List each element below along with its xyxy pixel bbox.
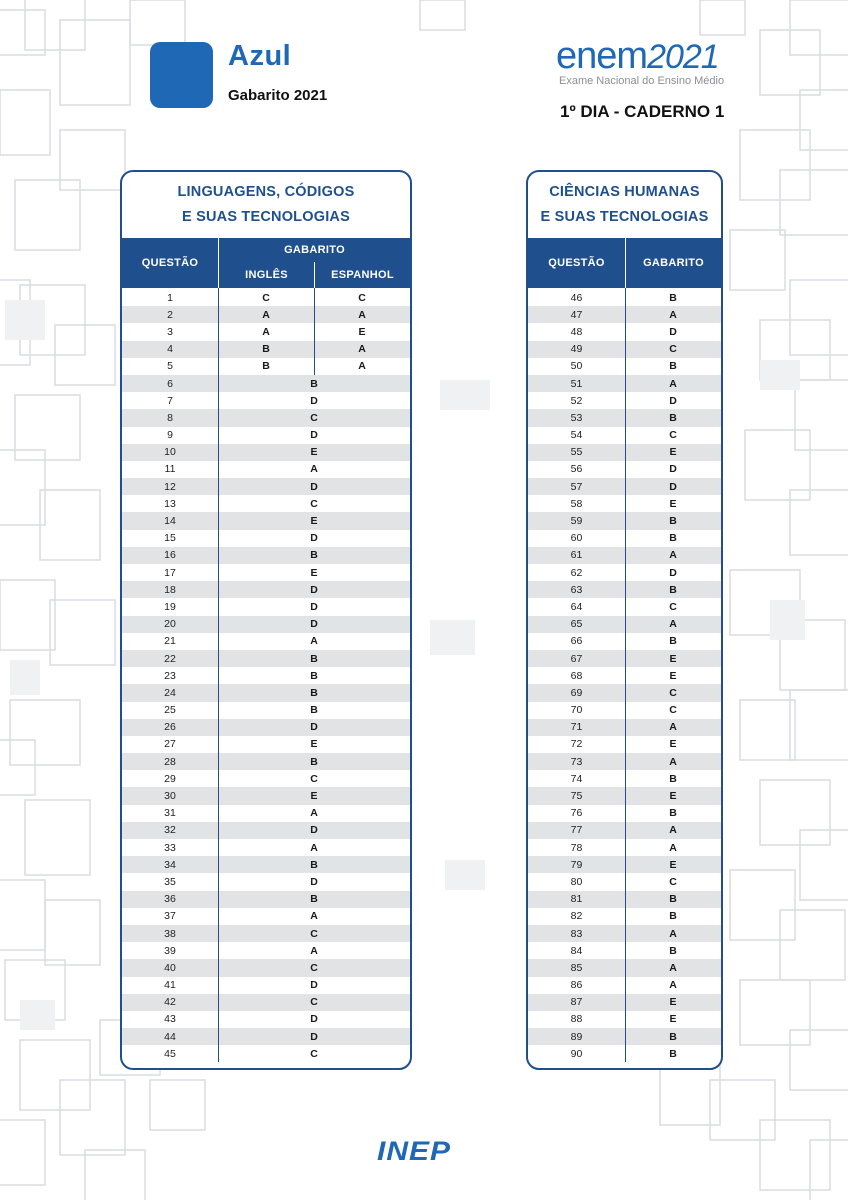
- col-ingles-header: INGLÊS: [245, 269, 288, 281]
- answer-ingles: A: [262, 308, 270, 321]
- question-number: 20: [164, 618, 176, 631]
- humanas-title: [528, 172, 721, 238]
- question-number: 66: [570, 635, 583, 648]
- col-questao-header: QUESTÃO: [141, 257, 199, 269]
- question-number: 60: [570, 532, 583, 545]
- answer: A: [310, 635, 318, 648]
- question-number: 57: [570, 480, 583, 493]
- answer: A: [669, 927, 677, 940]
- table-row: [122, 1045, 410, 1062]
- table-row: [122, 358, 410, 375]
- table-row: [122, 753, 410, 770]
- humanas-table-body: [528, 288, 721, 1062]
- answer: E: [669, 1013, 677, 1026]
- table-row: [122, 736, 410, 753]
- answer: B: [669, 291, 677, 304]
- answer: E: [310, 566, 318, 579]
- question-number: 7: [167, 394, 173, 407]
- humanas-answer-card: [526, 170, 723, 1070]
- answer: A: [669, 824, 677, 837]
- question-number: 9: [167, 429, 173, 442]
- table-row: [122, 925, 410, 942]
- answer: E: [669, 497, 677, 510]
- answer: D: [669, 566, 677, 579]
- answer: D: [310, 721, 318, 734]
- question-number: 37: [164, 910, 176, 923]
- table-row: [122, 409, 410, 426]
- answer: D: [669, 463, 677, 476]
- question-number: 15: [164, 532, 176, 545]
- table-row: [122, 977, 410, 994]
- question-number: 26: [164, 721, 176, 734]
- question-number: 3: [167, 325, 173, 338]
- table-row: [122, 461, 410, 478]
- answer: B: [669, 411, 677, 424]
- question-number: 63: [570, 583, 583, 596]
- answer-espanhol: A: [358, 360, 366, 373]
- question-number: 64: [570, 600, 583, 613]
- answer: B: [310, 704, 318, 717]
- brand-word: enem: [556, 35, 648, 77]
- question-number: 58: [570, 497, 583, 510]
- answer: A: [310, 910, 318, 923]
- question-number: 87: [570, 996, 583, 1009]
- table-row: [122, 822, 410, 839]
- table-row: [122, 702, 410, 719]
- question-number: 48: [570, 325, 583, 338]
- table-row: [122, 719, 410, 736]
- answer: C: [669, 429, 677, 442]
- table-row: [122, 873, 410, 890]
- question-number: 36: [164, 893, 176, 906]
- day-separator: -: [609, 102, 625, 121]
- answer: A: [310, 944, 318, 957]
- question-number: 29: [164, 772, 176, 785]
- linguagens-answer-card: [120, 170, 412, 1070]
- answer: B: [669, 772, 677, 785]
- answer: A: [669, 618, 677, 631]
- table-row: [122, 891, 410, 908]
- answer-espanhol: A: [358, 343, 366, 356]
- enem-logo: [556, 36, 756, 87]
- question-number: 72: [570, 738, 583, 751]
- answer: B: [310, 686, 318, 699]
- question-number: 43: [164, 1013, 176, 1026]
- humanas-title-line1: CIÊNCIAS HUMANAS: [549, 184, 700, 200]
- day-caderno-label: [560, 102, 724, 122]
- answer: A: [310, 463, 318, 476]
- answer-espanhol: A: [358, 308, 366, 321]
- question-number: 19: [164, 600, 176, 613]
- header-divider: [218, 238, 219, 288]
- answer: A: [669, 308, 677, 321]
- answer: D: [310, 429, 318, 442]
- answer: B: [669, 635, 677, 648]
- answer: B: [669, 532, 677, 545]
- answer: E: [669, 858, 677, 871]
- brand-year: 2021: [647, 38, 719, 76]
- question-number: 41: [164, 979, 176, 992]
- humanas-title-line2: E SUAS TECNOLOGIAS: [540, 209, 709, 225]
- table-row: [122, 1011, 410, 1028]
- inep-logo: INEP: [377, 1136, 452, 1167]
- answer-ingles: A: [262, 325, 270, 338]
- answer: C: [310, 772, 318, 785]
- table-row: [122, 856, 410, 873]
- question-number: 71: [570, 721, 583, 734]
- question-number: 76: [570, 807, 583, 820]
- answer: B: [669, 1047, 677, 1060]
- answer: C: [310, 927, 318, 940]
- table-row: [122, 323, 410, 340]
- question-number: 69: [570, 686, 583, 699]
- question-number: 78: [570, 841, 583, 854]
- question-number: 28: [164, 755, 176, 768]
- table-row: [122, 478, 410, 495]
- answer: A: [310, 841, 318, 854]
- table-row: [122, 959, 410, 976]
- question-number: 88: [570, 1013, 583, 1026]
- question-number: 33: [164, 841, 176, 854]
- question-number: 74: [570, 772, 583, 785]
- answer: D: [669, 325, 677, 338]
- question-number: 49: [570, 343, 583, 356]
- question-number: 30: [164, 790, 176, 803]
- question-number: 54: [570, 429, 583, 442]
- question-number: 67: [570, 652, 583, 665]
- answer: C: [310, 411, 318, 424]
- question-number: 62: [570, 566, 583, 579]
- question-number: 55: [570, 446, 583, 459]
- table-row: [122, 547, 410, 564]
- question-number: 73: [570, 755, 583, 768]
- answer: B: [669, 807, 677, 820]
- header-divider: [314, 262, 315, 288]
- table-row: [122, 512, 410, 529]
- table-row: [122, 684, 410, 701]
- answer: E: [669, 738, 677, 751]
- col-gabarito-header: GABARITO: [643, 257, 704, 269]
- question-number: 14: [164, 515, 176, 528]
- table-row: [122, 444, 410, 461]
- question-number: 44: [164, 1030, 176, 1043]
- col-gabarito-header: GABARITO: [284, 244, 345, 256]
- answer: B: [669, 944, 677, 957]
- question-number: 38: [164, 927, 176, 940]
- question-number: 17: [164, 566, 176, 579]
- answer: B: [310, 858, 318, 871]
- table-row: [122, 306, 410, 323]
- question-number: 11: [164, 463, 176, 476]
- question-number: 8: [167, 411, 173, 424]
- table-row: [122, 598, 410, 615]
- table-row: [122, 908, 410, 925]
- answer: E: [310, 446, 318, 459]
- question-number: 22: [164, 652, 176, 665]
- question-number: 16: [164, 549, 176, 562]
- question-number: 2: [167, 308, 173, 321]
- table-row: [122, 942, 410, 959]
- question-number: 52: [570, 394, 583, 407]
- color-name: Azul: [228, 40, 292, 72]
- column-divider: [218, 288, 219, 1062]
- linguagens-table-body: [122, 288, 410, 1062]
- answer: D: [310, 583, 318, 596]
- question-number: 65: [570, 618, 583, 631]
- question-number: 50: [570, 360, 583, 373]
- table-row: [122, 392, 410, 409]
- answer: A: [669, 979, 677, 992]
- question-number: 6: [167, 377, 173, 390]
- humanas-table-header: [528, 238, 721, 288]
- answer: B: [669, 515, 677, 528]
- answer: B: [669, 910, 677, 923]
- column-divider: [314, 288, 315, 375]
- question-number: 59: [570, 515, 583, 528]
- answer: B: [669, 1030, 677, 1043]
- table-row: [122, 650, 410, 667]
- question-number: 82: [570, 910, 583, 923]
- question-number: 32: [164, 824, 176, 837]
- answer: B: [669, 360, 677, 373]
- question-number: 12: [164, 480, 176, 493]
- answer: B: [310, 549, 318, 562]
- answer: A: [669, 377, 677, 390]
- answer: A: [669, 721, 677, 734]
- day-label: 1º DIA: [560, 102, 610, 121]
- answer: B: [310, 669, 318, 682]
- answer: E: [669, 652, 677, 665]
- answer: C: [310, 961, 318, 974]
- question-number: 84: [570, 944, 583, 957]
- answer: D: [310, 618, 318, 631]
- table-row: [122, 616, 410, 633]
- table-row: [122, 581, 410, 598]
- question-number: 5: [167, 360, 173, 373]
- question-number: 45: [164, 1047, 176, 1060]
- answer: D: [310, 532, 318, 545]
- answer: C: [669, 704, 677, 717]
- answer: C: [669, 600, 677, 613]
- table-row: [122, 375, 410, 392]
- question-number: 75: [570, 790, 583, 803]
- question-number: 1: [167, 291, 173, 304]
- question-number: 35: [164, 875, 176, 888]
- answer: C: [310, 497, 318, 510]
- answer: B: [669, 583, 677, 596]
- answer: A: [669, 549, 677, 562]
- question-number: 51: [570, 377, 583, 390]
- answer: A: [669, 841, 677, 854]
- question-number: 79: [570, 858, 583, 871]
- table-row: [122, 805, 410, 822]
- linguagens-title-line2: E SUAS TECNOLOGIAS: [182, 209, 350, 225]
- question-number: 24: [164, 686, 176, 699]
- question-number: 31: [164, 807, 176, 820]
- answer: D: [669, 480, 677, 493]
- question-number: 13: [164, 497, 176, 510]
- answer-espanhol: E: [358, 325, 366, 338]
- table-row: [122, 994, 410, 1011]
- answer: C: [669, 875, 677, 888]
- table-row: [122, 1028, 410, 1045]
- answer: D: [310, 480, 318, 493]
- table-row: [122, 530, 410, 547]
- answer: E: [669, 669, 677, 682]
- linguagens-title: [122, 172, 410, 238]
- question-number: 10: [164, 446, 176, 459]
- question-number: 53: [570, 411, 583, 424]
- table-row: [122, 427, 410, 444]
- header-divider: [625, 238, 626, 288]
- question-number: 47: [570, 308, 583, 321]
- caderno-label: CADERNO 1: [624, 102, 725, 121]
- answer: A: [669, 755, 677, 768]
- answer-ingles: C: [262, 291, 270, 304]
- table-row: [122, 787, 410, 804]
- answer: E: [310, 790, 318, 803]
- question-number: 39: [164, 944, 176, 957]
- answer: A: [669, 961, 677, 974]
- table-row: [122, 770, 410, 787]
- question-number: 81: [570, 893, 583, 906]
- question-number: 18: [164, 583, 176, 596]
- table-row: [122, 289, 410, 306]
- question-number: 68: [570, 669, 583, 682]
- answer: C: [669, 343, 677, 356]
- col-questao-header: QUESTÃO: [548, 257, 605, 269]
- table-row: [122, 564, 410, 581]
- question-number: 80: [570, 875, 583, 888]
- answer: D: [310, 1013, 318, 1026]
- gabarito-year: Gabarito 2021: [228, 87, 328, 104]
- answer: D: [310, 1030, 318, 1043]
- question-number: 77: [570, 824, 583, 837]
- brand-subtitle: Exame Nacional do Ensino Médio: [559, 75, 725, 87]
- answer: D: [310, 600, 318, 613]
- answer: C: [310, 1047, 318, 1060]
- question-number: 34: [164, 858, 176, 871]
- answer: E: [310, 515, 318, 528]
- answer: E: [669, 996, 677, 1009]
- answer: D: [310, 824, 318, 837]
- answer: B: [310, 755, 318, 768]
- answer: A: [310, 807, 318, 820]
- answer-espanhol: C: [358, 291, 366, 304]
- answer: D: [669, 394, 677, 407]
- answer-ingles: B: [262, 360, 270, 373]
- question-number: 83: [570, 927, 583, 940]
- question-number: 25: [164, 704, 176, 717]
- col-espanhol-header: ESPANHOL: [331, 269, 394, 281]
- answer: E: [669, 790, 677, 803]
- question-number: 70: [570, 704, 583, 717]
- linguagens-table-header: [122, 238, 410, 288]
- answer-ingles: B: [262, 343, 270, 356]
- question-number: 40: [164, 961, 176, 974]
- answer: B: [310, 377, 318, 390]
- table-row: [122, 341, 410, 358]
- table-row: [122, 495, 410, 512]
- question-number: 90: [570, 1047, 583, 1060]
- table-row: [122, 667, 410, 684]
- answer: C: [669, 686, 677, 699]
- answer: D: [310, 875, 318, 888]
- answer: B: [310, 652, 318, 665]
- answer: B: [310, 893, 318, 906]
- question-number: 86: [570, 979, 583, 992]
- question-number: 21: [164, 635, 176, 648]
- answer: D: [310, 979, 318, 992]
- answer: B: [669, 893, 677, 906]
- linguagens-title-line1: LINGUAGENS, CÓDIGOS: [177, 184, 355, 200]
- question-number: 4: [167, 343, 173, 356]
- column-divider: [625, 288, 626, 1062]
- question-number: 61: [570, 549, 583, 562]
- color-swatch: [150, 42, 213, 108]
- answer: E: [669, 446, 677, 459]
- table-row: [122, 839, 410, 856]
- question-number: 46: [570, 291, 583, 304]
- answer: D: [310, 394, 318, 407]
- table-row: [122, 633, 410, 650]
- question-number: 23: [164, 669, 176, 682]
- question-number: 27: [164, 738, 176, 751]
- question-number: 56: [570, 463, 583, 476]
- question-number: 85: [570, 961, 583, 974]
- answer: E: [310, 738, 318, 751]
- answer: C: [310, 996, 318, 1009]
- question-number: 42: [164, 996, 176, 1009]
- question-number: 89: [570, 1030, 583, 1043]
